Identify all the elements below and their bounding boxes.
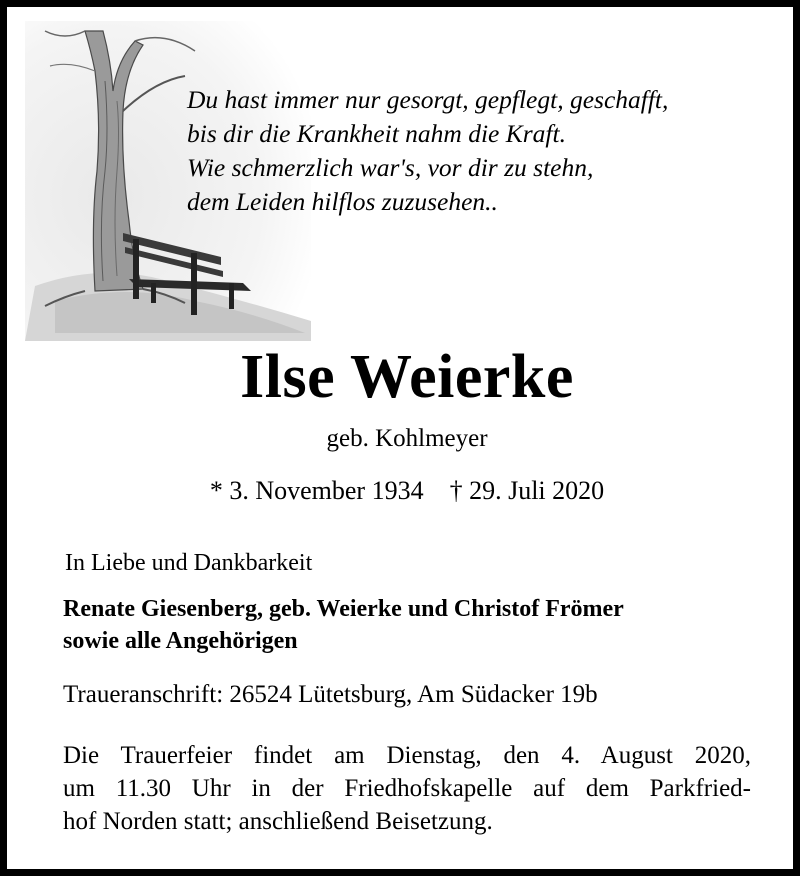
mourning-address: Traueranschrift: 26524 Lütetsburg, Am Südacker 19b [63, 681, 598, 708]
mourners-family [63, 593, 624, 657]
ceremony-notice [63, 739, 751, 838]
ceremony-line: um 11.30 Uhr in der Friedhofskapelle auf dem Parkfried- [63, 775, 751, 802]
birth-date: * 3. November 1934 [209, 476, 424, 505]
poem-line: Du hast immer nur gesorgt, gepflegt, geschafft, [187, 85, 669, 114]
ceremony-line: Die Trauerfeier findet am Dienstag, den 4. August 2020, [63, 742, 751, 769]
poem-line: Wie schmerzlich war's, vor dir zu stehn, [187, 153, 594, 182]
deceased-name: Ilse Weierke [240, 343, 574, 411]
mourners-intro: In Liebe und Dankbarkeit [65, 550, 313, 576]
ceremony-line: hof Norden statt; anschließend Beisetzung. [63, 808, 493, 835]
poem-line: dem Leiden hilflos zuzusehen.. [187, 187, 498, 216]
death-date: † 29. Juli 2020 [449, 476, 605, 505]
family-line: Renate Giesenberg, geb. Weierke und Christof Frömer [63, 596, 624, 622]
life-dates [7, 474, 800, 508]
poem-line: bis dir die Krankheit nahm die Kraft. [187, 119, 566, 148]
poem [187, 83, 668, 219]
family-line: sowie alle Angehörigen [63, 628, 298, 654]
maiden-name: geb. Kohlmeyer [326, 425, 488, 452]
